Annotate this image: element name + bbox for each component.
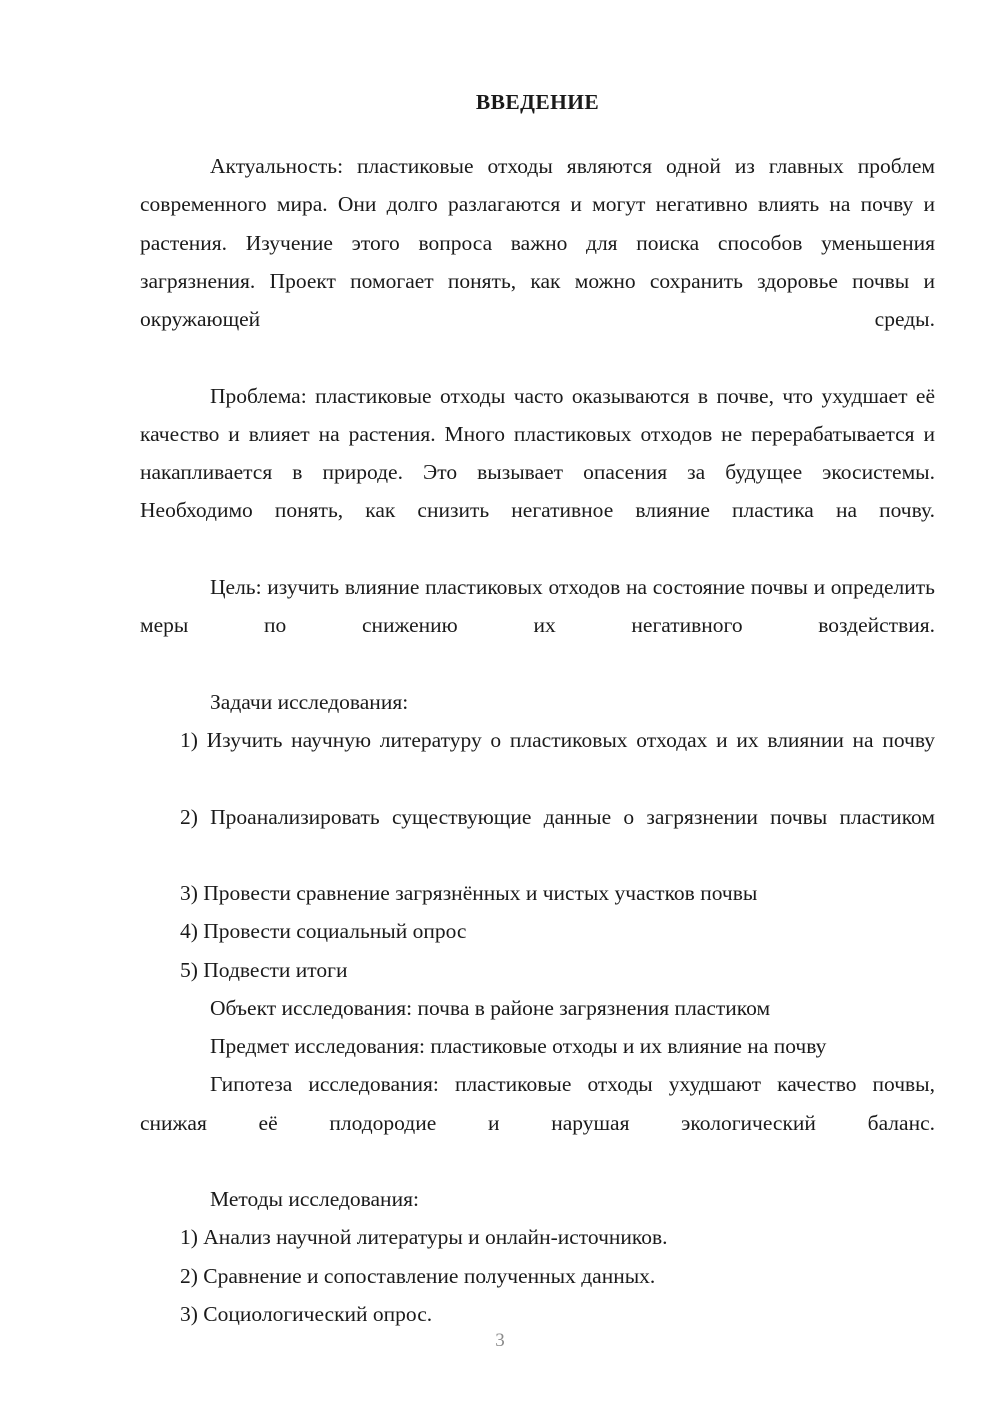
paragraph-goal: Цель: изучить влияние пластиковых отходов на состояние почвы и определить меры по снижению их негативного воздействия.: [140, 574, 935, 638]
method-item-1: 1) Анализ научной литературы и онлайн-источников.: [180, 1225, 668, 1250]
heading-methods: Методы исследования:: [210, 1187, 419, 1212]
paragraph-subject: Предмет исследования: пластиковые отходы и их влияние на почву: [210, 1034, 827, 1059]
task-item-3: 3) Провести сравнение загрязнённых и чистых участков почвы: [180, 881, 758, 906]
method-item-3: 3) Социологический опрос.: [180, 1301, 433, 1326]
page-content: [140, 88, 935, 1333]
paragraph-problem: Проблема: пластиковые отходы часто оказываются в почве, что ухудшает её качество и влияет на растения. Много пластиковых отходов не перерабатывается и накапливается в природе. Это вызывает опасения за будущее экосистемы. Необходимо понять, как снизить негативное влияние пластика на почву.: [140, 383, 935, 523]
task-item-4: 4) Провести социальный опрос: [180, 919, 467, 944]
method-item-2: 2) Сравнение и сопоставление полученных данных.: [180, 1263, 656, 1288]
paragraph-relevance: Актуальность: пластиковые отходы являются одной из главных проблем современного мира. Они долго разлагаются и могут негативно влиять на почву и растения. Изучение этого вопроса важно для поиска способов уменьшения загрязнения. Проект помогает понять, как можно сохранить здоровье почвы и окружающей среды.: [140, 154, 935, 332]
paragraph-hypothesis: Гипотеза исследования: пластиковые отходы ухудшают качество почвы, снижая её плодородие и нарушая экологический баланс.: [140, 1072, 935, 1135]
task-item-1: 1) Изучить научную литературу о пластиковых отходах и их влиянии на почву: [180, 728, 935, 752]
heading-tasks: Задачи исследования:: [210, 689, 409, 714]
task-item-5: 5) Подвести итоги: [180, 957, 348, 982]
task-item-2: 2) Проанализировать существующие данные о загрязнении почвы пластиком: [180, 804, 935, 829]
paragraph-object: Объект исследования: почва в районе загрязнения пластиком: [210, 995, 771, 1020]
page-number: 3: [495, 1330, 505, 1351]
page-title: ВВЕДЕНИЕ: [475, 90, 600, 114]
